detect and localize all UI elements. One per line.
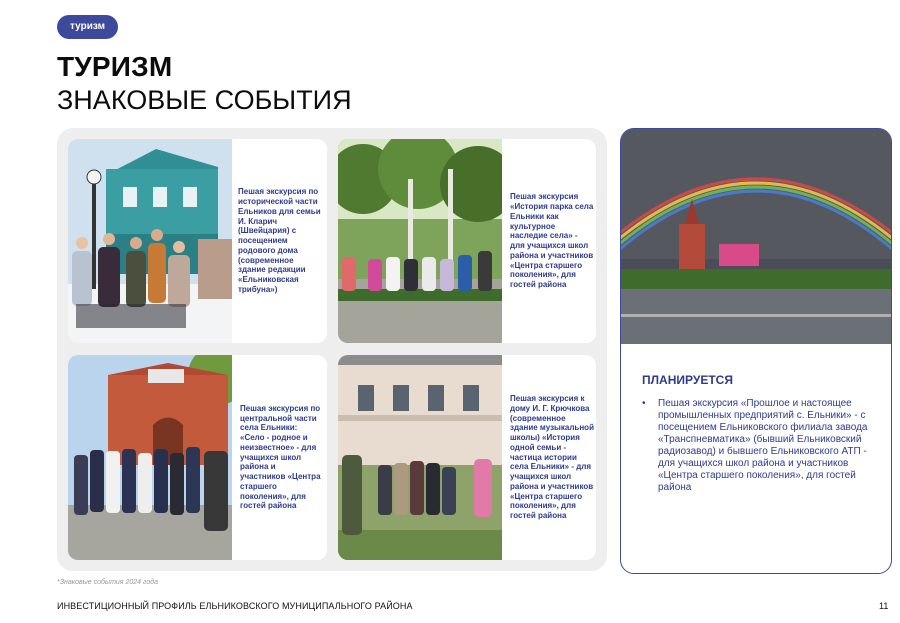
event-caption-2: Пешая экскурсия «История парка села Ельники как культурное наследие села» - для учащихся школ района и участников «Центра старшего поколения», для гостей района [510,192,594,289]
event-card-4 [338,355,596,560]
event-card-3 [68,355,327,560]
event-card-2 [338,139,596,343]
page-number: 11 [879,601,889,611]
event-caption-3: Пешая экскурсия по центральной части села Ельники: «Село - родное и неизвестное» - для учащихся школ района и участников «Центра старшего поколения», для гостей района [240,403,321,511]
event-photo-4 [338,355,502,560]
event-photo-1 [68,139,232,343]
planned-item: • Пешая экскурсия «Прошлое и настоящее промышленных предприятий с. Ельники» - с посещением Ельниковского филиала завода «Транспневматика» (бывший Ельниковский радиозавод) и бывшего Ельниковского АТП - для учащихся школ района и участников «Центра старшего поколения», для гостей района [642,398,872,494]
footnote: *Знаковые события 2024 года [57,579,159,586]
event-card-1 [68,139,327,343]
rainbow-photo [621,129,891,344]
section-tag: туризм [57,15,118,39]
planned-list [642,398,872,494]
event-caption-1: Пешая экскурсия по исторической части Ельников для семьи И. Кларич (Швейцария) с посещением родового дома (современное здание редакции «Ельниковская трибуна») [238,187,321,294]
planned-title: ПЛАНИРУЕТСЯ [642,373,733,387]
event-photo-2 [338,139,502,343]
event-caption-4: Пешая экскурсия к дому И. Г. Крючкова (современное здание музыкальной школы) «История одной семьи - частица истории села Ельники» - для учащихся школ района и участников «Центра старшего поколения», для гостей района [510,394,594,521]
planned-panel [620,128,892,574]
event-photo-3 [68,355,232,560]
footer-text: ИНВЕСТИЦИОННЫЙ ПРОФИЛЬ ЕЛЬНИКОВСКОГО МУНИЦИПАЛЬНОГО РАЙОНА [57,601,413,611]
events-panel [57,128,607,571]
page-title: ТУРИЗМ [57,51,173,82]
page-subtitle: ЗНАКОВЫЕ СОБЫТИЯ [57,85,352,115]
